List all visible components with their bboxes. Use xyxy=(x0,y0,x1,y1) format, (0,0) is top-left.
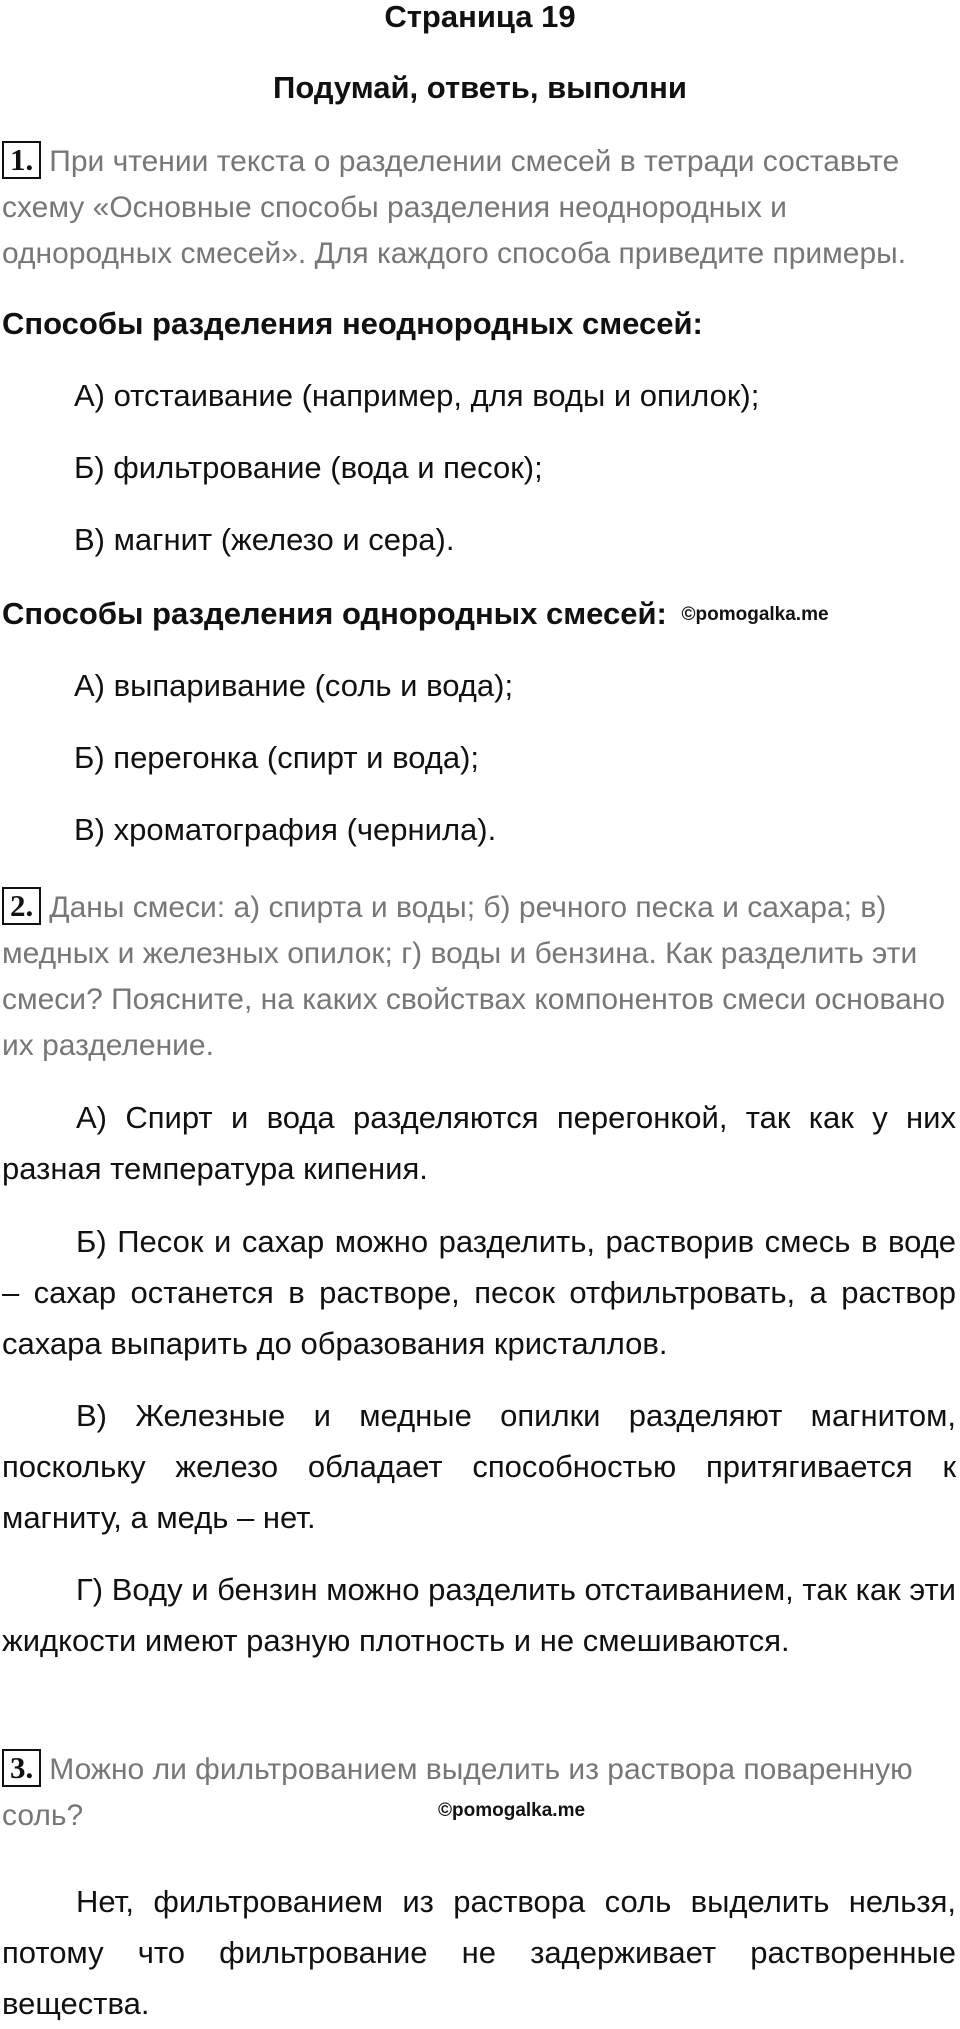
task-2 xyxy=(0,885,960,1069)
answer-paragraph: Б) Песок и сахар можно разделить, растворив смесь в воде – сахар останется в растворе, песок отфильтровать, а раствор сахара выпарить до образования кристаллов. xyxy=(2,1224,956,1361)
task-number: 1. xyxy=(2,141,41,179)
homogeneous-heading-text: Способы разделения однородных смесей: xyxy=(2,596,667,631)
answer-paragraph: Нет, фильтрованием из раствора соль выделить нельзя, потому что фильтрование не задерживает растворенные вещества. xyxy=(2,1884,956,2021)
task-question: Даны смеси: а) спирта и воды; б) речного песка и сахара; в) медных и железных опилок; г) воды и бензина. Как разделить эти смеси? Поясните, на каких свойствах компонентов смеси основано их разделение. xyxy=(2,891,946,1062)
watermark: ©pomogalka.me xyxy=(681,604,829,625)
heterogeneous-heading: Способы разделения неоднородных смесей: xyxy=(2,306,703,341)
section-title: Подумай, ответь, выполни xyxy=(273,70,687,105)
task-number: 2. xyxy=(2,887,41,925)
task-3 xyxy=(0,1747,960,1839)
watermark: ©pomogalka.me xyxy=(438,1800,586,1821)
answer-paragraph: Г) Воду и бензин можно разделить отстаиванием, так как эти жидкости имеют разную плотность и не смешиваются. xyxy=(2,1572,956,1658)
task-question: При чтении текста о разделении смесей в тетради составьте схему «Основные способы разделения неоднородных и однородных смесей». Для каждого способа приведите примеры. xyxy=(2,145,907,270)
answer-paragraph: В) Железные и медные опилки разделяют магнитом, поскольку железо обладает способностью притягивается к магниту, а медь – нет. xyxy=(2,1398,956,1535)
list-item: В) магнит (железо и сера). xyxy=(74,522,455,557)
task-number: 3. xyxy=(2,1749,41,1787)
page-title: Страница 19 xyxy=(384,0,576,34)
answer-paragraph: А) Спирт и вода разделяются перегонкой, так как у них разная температура кипения. xyxy=(2,1100,956,1186)
task-1 xyxy=(0,139,960,277)
homogeneous-heading xyxy=(0,594,960,639)
list-item: В) хроматография (чернила). xyxy=(74,812,497,847)
list-item: А) выпаривание (соль и вода); xyxy=(74,668,514,703)
list-item: Б) фильтрование (вода и песок); xyxy=(74,450,543,485)
task-question: Можно ли фильтрованием выделить из раствора поваренную соль? xyxy=(2,1753,913,1832)
list-item: А) отстаивание (например, для воды и опилок); xyxy=(74,378,760,413)
list-item: Б) перегонка (спирт и вода); xyxy=(74,740,480,775)
